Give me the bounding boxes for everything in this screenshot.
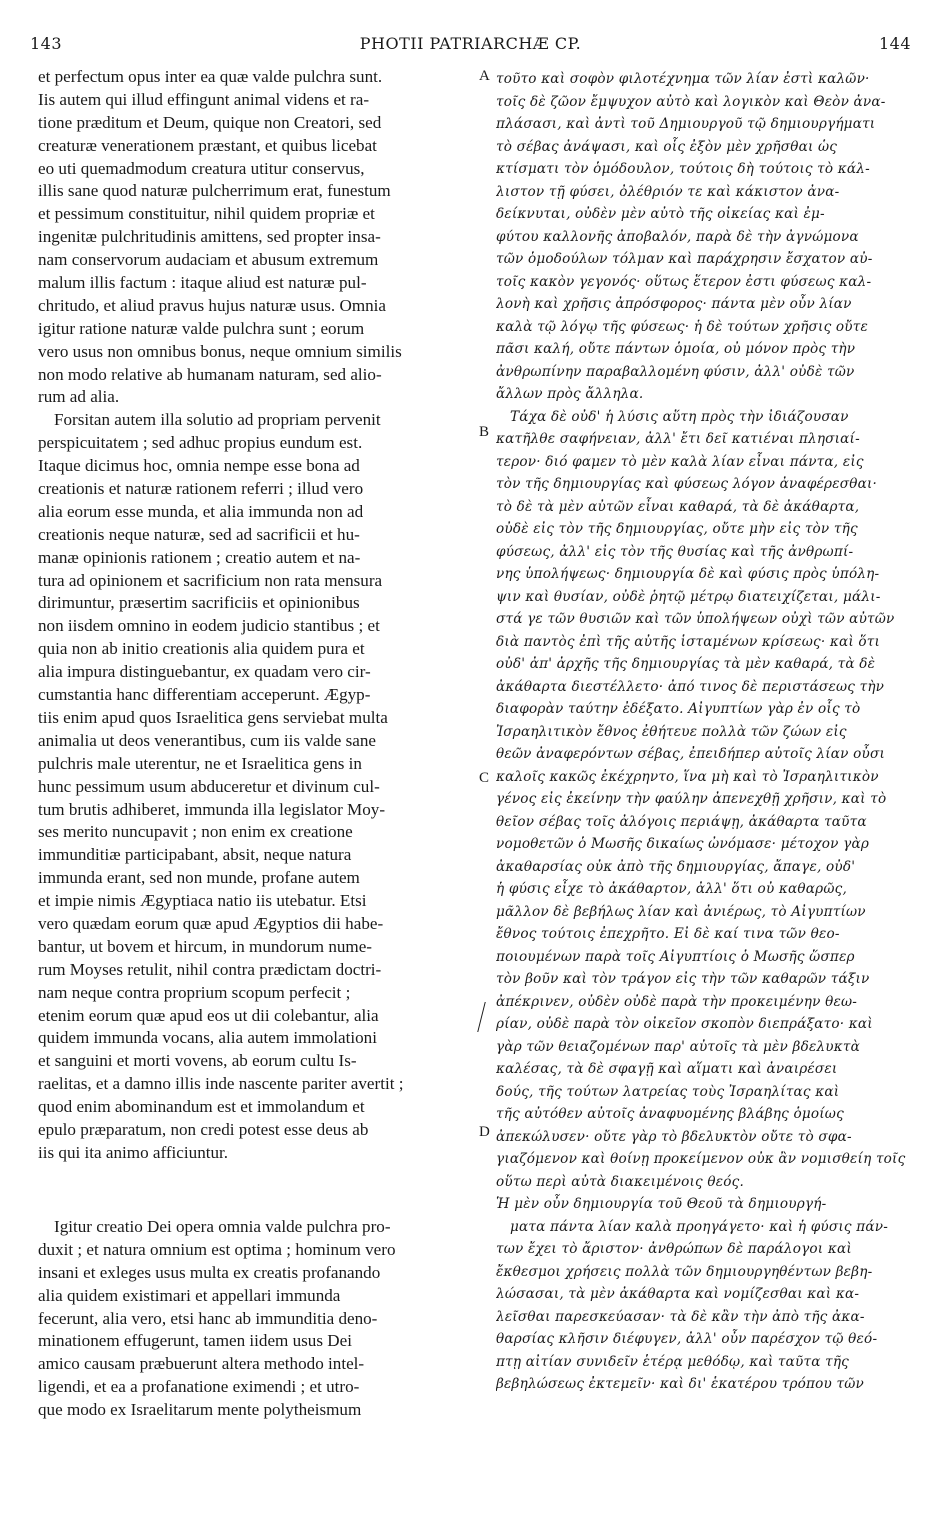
text-line: chritudo, et aliud pravus hujus naturæ usus. Omnia <box>38 295 387 315</box>
text-line: animalia ut deos venerantibus, cum iis valde sane <box>38 730 376 750</box>
text-line: πᾶσι καλή, οὔτε πάντων ὁμοία, οὐ μόνον πρὸς τὴν <box>496 341 856 357</box>
text-line: alia impura distinguebantur, ex quadam vero cir- <box>38 662 371 682</box>
text-line: quidem immunda vocans, alia autem immolationi <box>38 1028 377 1048</box>
text-line: rum ad alia. <box>38 387 120 407</box>
text-line: creaturæ venerationem præstant, et quibus licebat <box>38 135 377 155</box>
text-line: τὸ δὲ τὰ μὲν αὐτῶν εἶναι καθαρά, τὰ δὲ ἀκάθαρτα, <box>496 498 860 515</box>
text-line: στά γε τῶν θυσιῶν καὶ τῶν ὑπολήψεων οὐχὶ τῶν αὐτῶν <box>496 611 895 627</box>
text-line: ψιν καὶ θυσίαν, οὐδὲ ῥητῷ μέτρῳ διατειχίζεται, μάλι- <box>496 588 881 605</box>
page-header <box>30 34 911 58</box>
text-line: ματα πάντα λίαν καλὰ προηγάγετο· καὶ ἡ φύσις πάν- <box>510 1218 888 1235</box>
page-number-left: 143 <box>30 34 63 53</box>
text-line: Igitur creatio Dei opera omnia valde pulchra pro- <box>54 1217 391 1236</box>
text-line: illis sane quod naturæ pulcherrimum erat, funestum <box>38 181 391 201</box>
text-line: raelitas, et a damno illis inde nascente pariter avertit ; <box>38 1074 404 1094</box>
text-line: Ἡ μὲν οὖν δημιουργία τοῦ Θεοῦ τὰ δημιουργή- <box>496 1196 827 1212</box>
text-line: τῆς αὐτόθεν αὐτοῖς ἀναφυομένης βλάβης ὁμοίως <box>496 1106 844 1122</box>
text-line: dirimuntur, præsertim sacrificiis et opinionibus <box>38 593 360 613</box>
text-line: ses merito nuncupavit ; non enim ex creatione <box>38 822 353 842</box>
text-line: τῶν ὁμοδούλων τόλμαν καὶ παράχρησιν ἔσχατον αὐ- <box>496 251 873 267</box>
text-line: καλέσας, τὰ δὲ σφαγῇ καὶ αἵματι καὶ ἀναιρέσει <box>496 1061 838 1077</box>
text-line: ρίαν, οὐδὲ παρὰ τὸν οἰκεῖον σκοπὸν διεπράξατο· καὶ <box>496 1016 873 1032</box>
text-line: βεβηλώσεως ἐκτεμεῖν· καὶ δι' ἑκατέρου τρόπου τῶν <box>496 1376 864 1392</box>
text-line: θαρσίας κλῆσιν διέφυγεν, ἀλλ' οὖν παρέσχον τῷ θεό- <box>496 1331 878 1347</box>
text-line: igitur ratione naturæ valde pulchra sunt ; eorum <box>38 318 365 338</box>
text-line: λιστον τῇ φύσει, ὀλέθριόν τε καὶ κάκιστον ἀνα- <box>496 183 840 200</box>
text-line: quod enim abominandum est et immolandum et <box>38 1097 365 1117</box>
text-line: vero usus non omnibus bonus, neque omnium similis <box>38 341 402 361</box>
text-line: et impie nimis Ægyptiaca natio iis utebatur. Etsi <box>38 891 367 911</box>
text-line: λεῖσθαι παρεσκεύασαν· τὰ δὲ κἂν τὴν ἀπὸ τῆς ἀκα- <box>496 1308 865 1325</box>
text-line: καλὰ τῷ λόγῳ τῆς φύσεως· ἡ δὲ τούτων χρῆσις οὔτε <box>496 318 868 335</box>
text-line: et perfectum opus inter ea quæ valde pulchra sunt. <box>38 67 383 86</box>
text-line: των ἔχει τὸ ἄριστον· ἀνθρώπων δὲ παράλογοι καὶ <box>496 1241 852 1257</box>
text-line: non modo relative ab humanam naturam, sed alio- <box>38 364 382 384</box>
text-line: θεῖον σέβας τοῖς ἀλόγοις περιάψῃ, ἀκάθαρτα ταῦτα <box>496 813 867 830</box>
text-line: immunda erant, sed non munde, profane autem <box>38 868 360 888</box>
text-line: etenim eorum quæ apud eos ut dii colebantur, alia <box>38 1005 379 1025</box>
text-line: κατῆλθε σαφήνειαν, ἀλλ' ἔτι δεῖ κατιέναι πλησιαί- <box>496 431 860 447</box>
text-line: ἀνθρωπίνην παραβαλλομένη φύσιν, ἀλλ' οὐδὲ τῶν <box>496 363 855 380</box>
text-line: creationis neque naturæ, sed ad sacrificii et hu- <box>38 524 360 544</box>
text-line: δούς, τῆς τούτων λατρείας τοὺς Ἰσραηλίτας καὶ <box>496 1083 840 1100</box>
text-line: ἡ φύσις εἶχε τὸ ἀκάθαρτον, ἀλλ' ὅτι οὐ καθαρῶς, <box>496 881 847 897</box>
text-line: tura ad opinionem et sacrificium non rata mensura <box>38 570 383 590</box>
text-line: κτίσματι τὸν ὁμόδουλον, τούτοις δὴ τούτοις τὸ κάλ- <box>496 161 870 177</box>
text-line: πτῃ αἰτίαν συνιδεῖν ἑτέρᾳ μεθόδῳ, καὶ ταῦτα τῆς <box>496 1353 849 1370</box>
text-line: rum Moyses retulit, nihil contra prædictam doctri- <box>38 959 382 979</box>
text-line: iis qui ita animo afficiuntur. <box>38 1142 229 1162</box>
text-line: epulo præparatum, non credi potest esse deus ab <box>38 1119 369 1139</box>
text-line: γιαζόμενον καὶ θοίνῃ προκείμενον οὐκ ἂν νομισθείη τοῖς <box>496 1151 906 1167</box>
text-line: que modo ex Israelitarum mente polytheismum <box>38 1400 362 1420</box>
text-line: minationem effugerunt, tamen iidem usus Dei <box>38 1331 352 1351</box>
text-line: νομοθετῶν ὁ Μωσῆς δικαίως ὠνόμασε· μέτοχον γὰρ <box>496 836 870 852</box>
text-line: ἔκθεσμοι χρήσεις πολλὰ τῶν δημιουργηθέντων βεβη- <box>496 1263 873 1280</box>
running-title: PHOTII PATRIARCHÆ CP. <box>359 34 582 53</box>
text-line: καλοῖς κακῶς ἐκέχρηντο, ἵνα μὴ καὶ τὸ Ἰσραηλιτικὸν <box>496 768 879 785</box>
text-line: perspicuitatem ; sed adhuc propius eundum est. <box>38 433 363 453</box>
greek-column <box>496 68 916 1396</box>
text-line: ligendi, et ea a profanatione eximendi ; et utro- <box>38 1377 360 1397</box>
text-line: λώσασαι, τὰ μὲν ἀκάθαρτα καὶ νομίζεσθαι καὶ κα- <box>496 1286 860 1302</box>
text-line: vero quædam eorum quæ apud Ægyptios dii habe- <box>38 913 384 933</box>
text-line: ἀπέκρινεν, οὐδὲν οὐδὲ παρὰ τὴν προκειμένην θεω- <box>496 993 858 1010</box>
text-line: τὸν τῆς δημιουργίας καὶ φύσεως λόγον ἀναφέρεσθαι· <box>496 476 878 492</box>
text-line: et sanguini et morti vovens, ab eorum cultu Is- <box>38 1051 357 1071</box>
text-line: Iis autem qui illud effingunt animal videns et ra- <box>38 89 370 109</box>
text-line: Τάχα δὲ οὐδ' ἡ λύσις αὕτη πρὸς τὴν ἰδιάζουσαν <box>510 408 849 425</box>
text-line: λονὴ καὶ χρῆσις ἀπρόσφορος· πάντα μὲν οὖν λίαν <box>496 296 852 312</box>
text-line: creationis et naturæ rationem referri ; illud vero <box>38 479 364 499</box>
text-line: bantur, ut bovem et hircum, in mundorum nume- <box>38 936 373 956</box>
text-line: quia non ab initio creationis alia quidem pura et <box>38 639 365 659</box>
text-line: Forsitan autem illa solutio ad propriam pervenit <box>54 410 381 430</box>
text-line: νης ὑπολήψεως· δημιουργία δὲ καὶ φύσις πρὸς ὑπόλη- <box>496 566 880 582</box>
text-line: tione præditum et Deum, quique non Creatori, sed <box>38 112 382 132</box>
text-line: manæ opinionis rationem ; creatio autem et na- <box>38 547 361 567</box>
text-line: τοῖς δὲ ζῶον ἔμψυχον αὐτὸ καὶ λογικὸν καὶ Θεὸν ἀνα- <box>496 93 886 110</box>
margin-marker-a: A <box>479 68 490 84</box>
margin-marker-c: C <box>479 770 490 786</box>
text-line: τοῦτο καὶ σοφὸν φιλοτέχνημα τῶν λίαν ἐστὶ καλῶν· <box>496 71 870 87</box>
text-line: amico causam præbuerunt altera methodo intel- <box>38 1354 365 1374</box>
text-line: οὐδὲ εἰς τὸν τῆς δημιουργίας, οὔτε μὴν εἰς τὸν τῆς <box>496 521 858 537</box>
text-line: διὰ παντὸς ἐπὶ τῆς αὐτῆς ἱσταμένων κρίσεως· καὶ ὅτι <box>496 633 881 650</box>
text-line: duxit ; et natura omnium est optima ; hominum vero <box>38 1239 396 1259</box>
text-line: Ἰσραηλιτικὸν ἔθνος ἐθήτευε πολλὰ τῶν ζώων εἰς <box>496 723 847 740</box>
text-line: οὐδ' ἀπ' ἀρχῆς τῆς δημιουργίας τὰ μὲν καθαρά, τὰ δὲ <box>496 656 876 672</box>
text-line: tum brutis adhiberet, immunda illa legislator Moy- <box>38 799 386 819</box>
text-line: nam neque contra proprium scopum perfecit ; <box>38 982 351 1002</box>
text-line: fecerunt, alia vero, etsi hanc ab immunditia deno- <box>38 1308 378 1328</box>
text-line: immunditiæ participabant, absit, neque natura <box>38 845 352 865</box>
text-line: eo uti quemadmodum creatura utitur conservus, <box>38 158 365 178</box>
text-line: ἀκαθαρσίας οὐκ ἀπὸ τῆς δημιουργίας, ἄπαγε, οὐδ' <box>496 858 856 875</box>
text-line: ἔθνος τούτοις ἐπεχρῆτο. Εἰ δὲ καί τινα τῶν θεο- <box>496 926 840 942</box>
text-line: tiis enim apud quos Israelitica gens serviebat multa <box>38 707 388 727</box>
text-line: οὕτω περὶ αὐτὰ διακειμένοις θεός. <box>496 1173 744 1190</box>
text-line: τὸ σέβας ἀνάψασι, καὶ οἷς ἐξὸν μὲν χρῆσθαι ὡς <box>496 138 838 155</box>
text-line: διαφορὰν ταύτην ἐδέξατο. Αἰγυπτίων γὰρ ἐν οἷς τὸ <box>496 701 861 717</box>
text-line: non iisdem omnino in eodem judicio stantibus ; et <box>38 616 380 636</box>
text-line: γένος εἰς ἐκείνην τὴν φαύλην ἀπενεχθῇ χρῆσιν, καὶ τὸ <box>496 791 887 807</box>
text-line: ἄλλων πρὸς ἄλληλα. <box>496 386 644 402</box>
text-line: μᾶλλον δὲ βεβήλως λίαν καὶ ἀνιέρως, τὸ Αἰγυπτίων <box>496 903 866 920</box>
margin-marker-d: D <box>479 1124 490 1140</box>
text-line: ἀπεκώλυσεν· οὔτε γὰρ τὸ βδελυκτὸν οὔτε τὸ σφα- <box>496 1128 852 1145</box>
text-line: et pessimum constituitur, nihil quidem propriæ et <box>38 204 375 224</box>
text-line: ingenitæ pulchritudinis amittens, sed propter insa- <box>38 227 381 247</box>
text-line: φύσεως, ἀλλ' εἰς τὸν τῆς θυσίας καὶ τῆς ἀνθρωπί- <box>496 543 854 560</box>
page-number-right: 144 <box>878 34 911 53</box>
text-line: θεῶν ἀναφερόντων σέβας, ἐπειδήπερ αὐτοῖς λίαν οὖσι <box>496 746 885 762</box>
text-line: hunc pessimum usum abduceretur et divinum cul- <box>38 776 380 796</box>
text-line: τοῖς κακὸν γεγονός· οὕτως ἕτερον ἐστι φύσεως καλ- <box>496 273 872 290</box>
text-line: φύτου καλλονῆς ἀποβαλόν, παρὰ δὲ τὴν ἀγνώμονα <box>496 228 859 245</box>
text-line: τερον· διό φαμεν τὸ μὲν καλὰ λίαν εἶναι πάντα, εἰς <box>496 453 864 470</box>
latin-paragraph-1 <box>38 66 478 1165</box>
text-line: δείκνυται, οὐδὲν μὲν αὐτὸ τῆς οἰκείας καὶ ἐμ- <box>496 206 825 222</box>
margin-bracket <box>477 1002 497 1032</box>
text-line: nam conservorum audaciam et abusum extremum <box>38 250 379 270</box>
text-line: pulchris male uterentur, ne et Israelitica gens in <box>38 753 362 773</box>
margin-marker-b: B <box>479 424 490 440</box>
text-line: insani et exleges usus multa ex creatis profanando <box>38 1262 381 1282</box>
latin-paragraph-2 <box>38 1216 478 1422</box>
text-line: γὰρ τῶν θειαζομένων παρ' αὐτοῖς τὰ μὲν βδελυκτὰ <box>496 1038 860 1055</box>
text-line: ποιουμένων παρὰ τοῖς Αἰγυπτίοις ὁ Μωσῆς ὥσπερ <box>496 948 855 965</box>
text-line: Itaque dicimus hoc, omnia nempe esse bona ad <box>38 456 360 476</box>
text-line: ἀκάθαρτα διεστέλλετο· ἀπό τινος δὲ περιστάσεως τὴν <box>496 678 885 695</box>
text-line: alia eorum esse munda, et alia immunda non ad <box>38 501 364 521</box>
text-line: cumstantia hanc differentiam acceperunt. Ægyp- <box>38 685 371 705</box>
text-line: τὸν βοῦν καὶ τὸν τράγον εἰς τὴν τῶν καθαρῶν τάξιν <box>496 971 870 987</box>
text-line: malum illis factum : itaque aliud est naturæ pul- <box>38 273 367 293</box>
text-line: πλάσασι, καὶ ἀντὶ τοῦ Δημιουργοῦ τῷ δημιουργήματι <box>496 116 876 132</box>
text-line: alia quidem existimari et appellari immunda <box>38 1285 341 1305</box>
